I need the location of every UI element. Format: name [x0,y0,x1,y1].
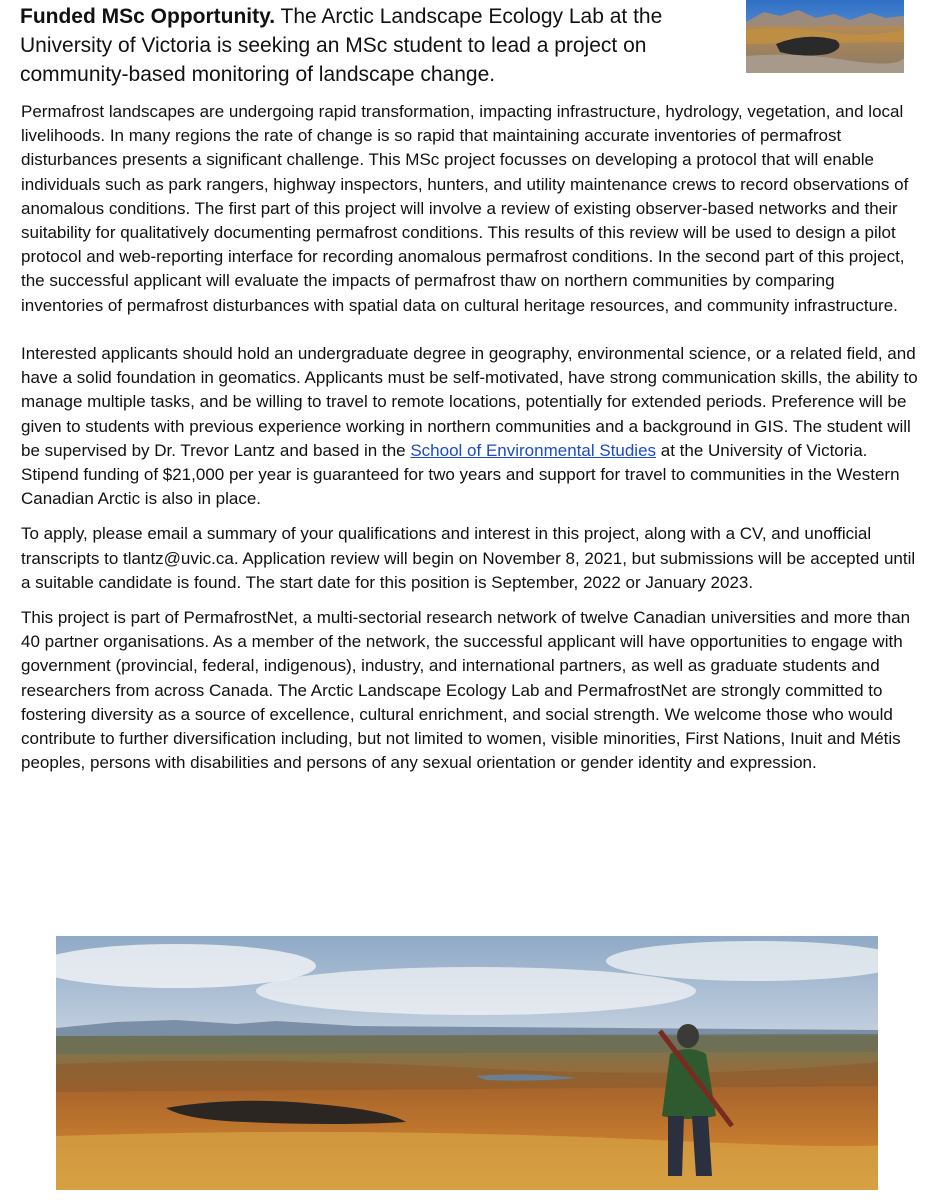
page-headline [20,2,720,89]
school-environmental-studies-link[interactable]: School of Environmental Studies [410,440,657,460]
tundra-thumbnail-icon [746,0,904,73]
requirements-text-continued: at the University of Victoria. Stipend funding of $21,000 per year is guaranteed for two years and support for travel to communities in the Western Canadian Arctic is also in place. [21,440,900,509]
paragraph-applicant-requirements [21,342,921,511]
requirements-text: Interested applicants should hold an undergraduate degree in geography, environmental science, or a related field, and have a solid foundation in geomatics. Applicants must be self-motivated, have strong communication skills, the ability to manage multiple tasks, and be willing to travel to remote locations, potentially for extended periods. Preference will be given to students with previous experience working in northern communities and a background in GIS. The student will be supervised by Dr. Trevor Lantz and based in the [21,344,918,460]
article-body [21,100,921,775]
headline-lead: Funded MSc Opportunity. [20,5,276,28]
paragraph-how-to-apply: To apply, please email a summary of your qualifications and interest in this project, along with a CV, and unofficial transcripts to tlantz@uvic.ca. Application review will begin on November 8, 2021, but submissions will be accepted until a suitable candidate is found. The start date for this position is September, 2022 or January 2023. [21,524,916,592]
paragraph-project-description: Permafrost landscapes are undergoing rapid transformation, impacting infrastructure, hydrology, vegetation, and local livelihoods. In many regions the rate of change is so rapid that maintaining accurate inventories of permafrost disturbances presents a significant challenge. This MSc project focusses on developing a protocol that will enable individuals such as park rangers, highway inspectors, hunters, and utility maintenance crews to record observations of anomalous conditions. The first part of this project will involve a review of existing observer-based networks and their suitability for qualitatively documenting permafrost conditions. This results of this review will be used to design a pilot protocol and web-reporting interface for recording anomalous permafrost conditions. In the second part of this project, the successful applicant will evaluate the impacts of permafrost thaw on northern communities by comparing inventories of permafrost disturbances with spatial data on cultural heritage resources, and community infrastructure. [21,102,909,315]
paragraph-permafrostnet: This project is part of PermafrostNet, a multi-sectorial research network of twelve Canadian universities and more than 40 partner organisations. As a member of the network, the successful applicant will have opportunities to engage with government (provincial, federal, indigenous), industry, and international partners, as well as graduate students and researchers from across Canada. The Arctic Landscape Ecology Lab and PermafrostNet are strongly committed to fostering diversity as a source of excellence, cultural enrichment, and social strength. We welcome those who would contribute to further diversification including, but not limited to women, visible minorities, First Nations, Inuit and Métis peoples, persons with disabilities and persons of any sexual orientation or gender identity and expression. [21,608,911,773]
headline-text: The Arctic Landscape Ecology Lab at the University of Victoria is seeking an MSc student to lead a project on community-based monitoring of landscape change. [20,5,663,86]
tundra-hunter-photo [56,936,878,1190]
